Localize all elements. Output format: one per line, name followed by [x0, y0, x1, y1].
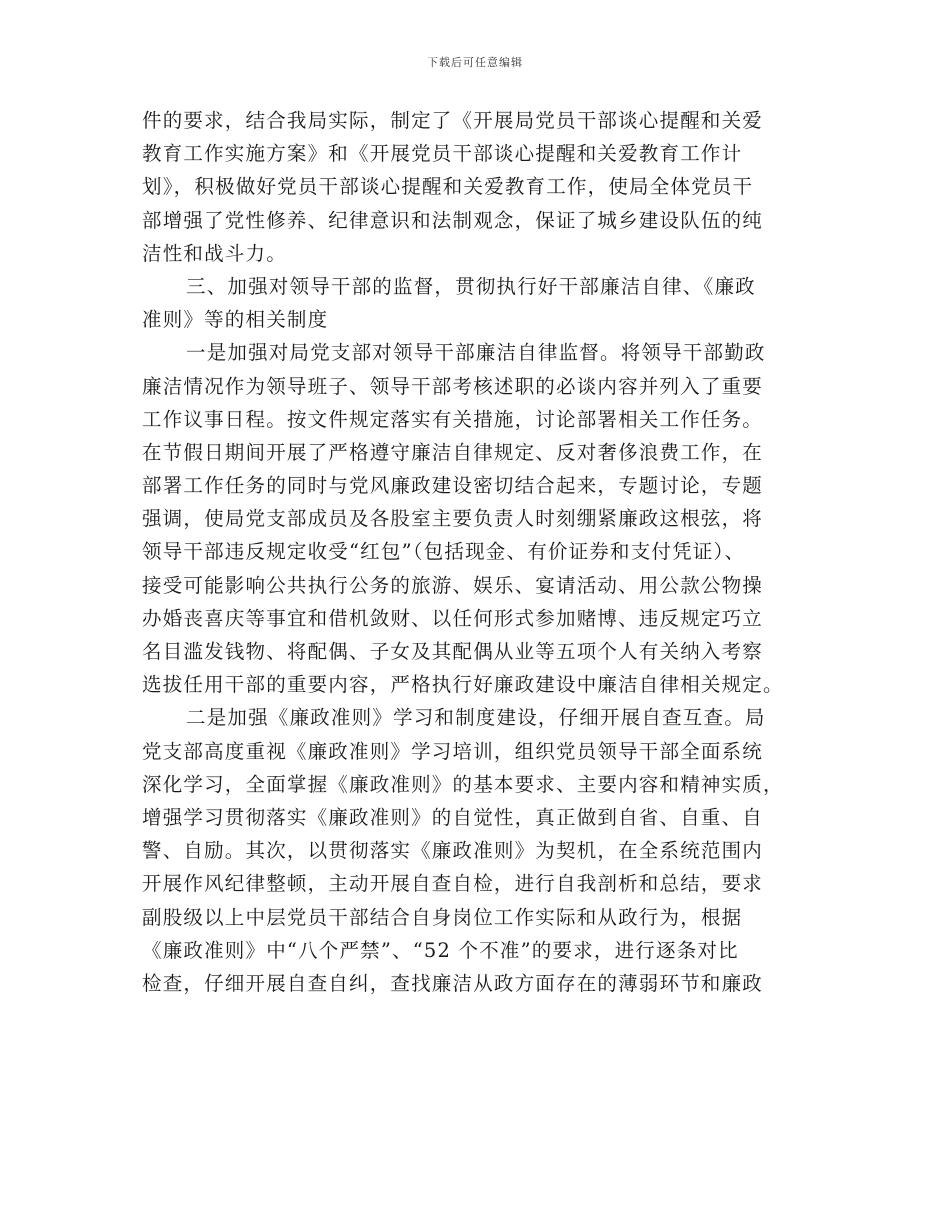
text-line: 接受可能影响公共执行公务的旅游、娱乐、宴请活动、用公款公物操: [142, 573, 764, 597]
text-line: 警、自励。其次，以贯彻落实《廉政准则》为契机，在全系统范围内: [142, 839, 764, 863]
text-line: 部署工作任务的同时与党风廉政建设密切结合起来，专题讨论，专题: [142, 474, 764, 498]
text-line: 强调，使局党支部成员及各股室主要负责人时刻绷紧廉政这根弦，将: [142, 507, 764, 531]
document-body: [142, 104, 822, 1000]
text-line: 增强学习贯彻落实《廉政准则》的自觉性，真正做到自省、自重、自: [142, 805, 764, 829]
text-line: 划》，积极做好党员干部谈心提醒和关爱教育工作，使局全体党员干: [142, 175, 754, 199]
text-line: 深化学习，全面掌握《廉政准则》的基本要求、主要内容和精神实质，: [142, 772, 784, 796]
text-line: 廉洁情况作为领导班子、领导干部考核述职的必谈内容并列入了重要: [142, 374, 764, 398]
text-line: 部增强了党性修养、纪律意识和法制观念，保证了城乡建设队伍的纯: [142, 208, 764, 232]
text-line: 二是加强《廉政准则》学习和制度建设，仔细开展自查互查。局: [186, 706, 766, 730]
text-line: 开展作风纪律整顿，主动开展自查自检，进行自我剖析和总结，要求: [142, 872, 764, 896]
text-line: 一是加强对局党支部对领导干部廉洁自律监督。将领导干部勤政: [186, 341, 766, 365]
text-line: 领导干部违反规定收受“红包”（包括现金、有价证券和支付凭证）、: [142, 540, 746, 564]
page-header: 下载后可任意编辑: [427, 56, 523, 69]
text-line: 件的要求，结合我局实际，制定了《开展局党员干部谈心提醒和关爱: [142, 109, 764, 132]
text-line: 工作议事日程。按文件规定落实有关措施，讨论部署相关工作任务。: [142, 407, 764, 431]
text-line: 检查，仔细开展自查自纠，查找廉洁从政方面存在的薄弱环节和廉政: [142, 971, 764, 995]
text-line: 党支部高度重视《廉政准则》学习培训，组织党员领导干部全面系统: [142, 739, 764, 763]
text-line: 洁性和战斗力。: [142, 241, 287, 265]
text-line: 办婚丧喜庆等事宜和借机敛财、以任何形式参加赌博、违反规定巧立: [142, 606, 764, 630]
text-line: 教育工作实施方案》和《开展党员干部谈心提醒和关爱教育工作计: [142, 142, 743, 166]
text-line: 准则》等的相关制度: [142, 308, 329, 332]
text-line: 名目滥发钱物、将配偶、子女及其配偶从业等五项个人有关纳入考察: [142, 640, 764, 663]
text-line: 在节假日期间开展了严格遵守廉洁自律规定、反对奢侈浪费工作，在: [142, 440, 764, 464]
text-line: 副股级以上中层党员干部结合自身岗位工作实际和从政行为，根据: [142, 905, 743, 929]
text-line: 三、加强对领导干部的监督，贯彻执行好干部廉洁自律、《廉政: [186, 274, 756, 298]
text-line: 《廉政准则》中“八个严禁”、“52 个不准”的要求，进行逐条对比: [142, 938, 739, 962]
text-line: 选拔任用干部的重要内容，严格执行好廉政建设中廉洁自律相关规定。: [142, 673, 784, 697]
